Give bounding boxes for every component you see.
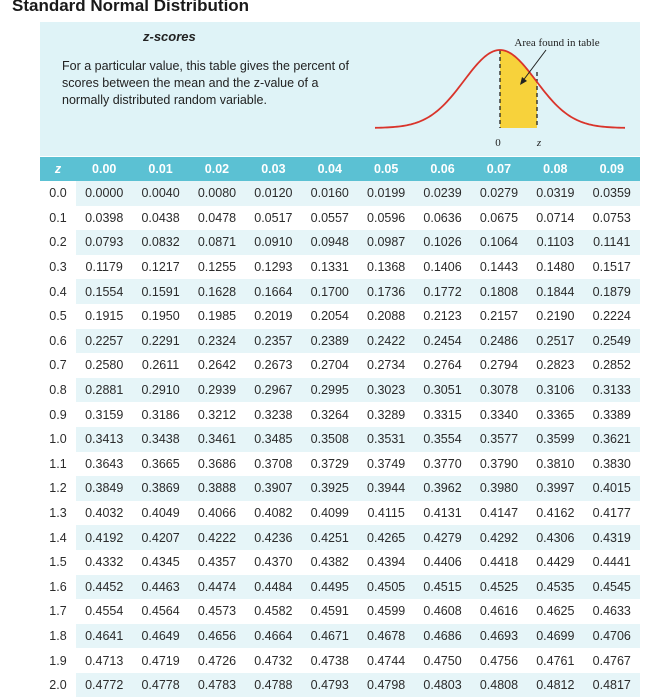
info-box <box>40 22 640 156</box>
table-cell: 0.4699 <box>527 624 583 649</box>
table-cell: 0.4394 <box>358 550 414 575</box>
table-row <box>40 648 640 673</box>
table-cell: 0.2794 <box>471 353 527 378</box>
table-cell: 0.3264 <box>302 402 358 427</box>
table-cell: 0.4370 <box>245 550 301 575</box>
table-cell: 0.3577 <box>471 427 527 452</box>
table-cell: 0.1591 <box>132 279 188 304</box>
table-cell: 0.4608 <box>414 599 470 624</box>
table-cell: 0.4484 <box>245 575 301 600</box>
table-cell: 0.4319 <box>584 525 640 550</box>
table-cell: 0.4625 <box>527 599 583 624</box>
table-cell: 0.4664 <box>245 624 301 649</box>
row-z-value: 1.8 <box>40 624 76 649</box>
table-cell: 0.0279 <box>471 181 527 206</box>
header-z: z <box>40 157 76 181</box>
table-cell: 0.0753 <box>584 206 640 231</box>
table-cell: 0.4147 <box>471 501 527 526</box>
row-z-value: 0.4 <box>40 279 76 304</box>
table-row <box>40 624 640 649</box>
table-cell: 0.4099 <box>302 501 358 526</box>
table-cell: 0.3212 <box>189 402 245 427</box>
shaded-area <box>500 50 537 128</box>
table-cell: 0.3023 <box>358 378 414 403</box>
table-cell: 0.4761 <box>527 648 583 673</box>
table-cell: 0.2734 <box>358 353 414 378</box>
table-cell: 0.0517 <box>245 206 301 231</box>
table-cell: 0.4732 <box>245 648 301 673</box>
table-cell: 0.3997 <box>527 476 583 501</box>
table-cell: 0.0398 <box>76 206 132 231</box>
table-row <box>40 673 640 698</box>
table-cell: 0.3340 <box>471 402 527 427</box>
table-cell: 0.0793 <box>76 230 132 255</box>
table-cell: 0.4554 <box>76 599 132 624</box>
row-z-value: 0.1 <box>40 206 76 231</box>
table-cell: 0.2823 <box>527 353 583 378</box>
table-cell: 0.4599 <box>358 599 414 624</box>
table-cell: 0.0832 <box>132 230 188 255</box>
table-cell: 0.3980 <box>471 476 527 501</box>
table-cell: 0.2852 <box>584 353 640 378</box>
axis-label-zero: 0 <box>495 137 501 149</box>
table-cell: 0.4525 <box>471 575 527 600</box>
table-cell: 0.3106 <box>527 378 583 403</box>
table-cell: 0.2054 <box>302 304 358 329</box>
table-cell: 0.2995 <box>302 378 358 403</box>
table-cell: 0.4817 <box>584 673 640 698</box>
table-cell: 0.4767 <box>584 648 640 673</box>
table-cell: 0.1517 <box>584 255 640 280</box>
table-cell: 0.4222 <box>189 525 245 550</box>
table-cell: 0.3599 <box>527 427 583 452</box>
table-cell: 0.3810 <box>527 452 583 477</box>
table-cell: 0.4382 <box>302 550 358 575</box>
table-cell: 0.4803 <box>414 673 470 698</box>
table-cell: 0.3708 <box>245 452 301 477</box>
table-cell: 0.3051 <box>414 378 470 403</box>
table-cell: 0.3461 <box>189 427 245 452</box>
table-row <box>40 181 640 206</box>
row-z-value: 0.5 <box>40 304 76 329</box>
table-cell: 0.4616 <box>471 599 527 624</box>
table-cell: 0.2764 <box>414 353 470 378</box>
table-row <box>40 599 640 624</box>
table-cell: 0.2389 <box>302 329 358 354</box>
table-cell: 0.0871 <box>189 230 245 255</box>
table-cell: 0.2704 <box>302 353 358 378</box>
table-cell: 0.2673 <box>245 353 301 378</box>
table-cell: 0.0596 <box>358 206 414 231</box>
table-cell: 0.3485 <box>245 427 301 452</box>
table-cell: 0.4345 <box>132 550 188 575</box>
table-cell: 0.4582 <box>245 599 301 624</box>
table-cell: 0.4032 <box>76 501 132 526</box>
row-z-value: 0.7 <box>40 353 76 378</box>
header-col: 0.07 <box>471 157 527 181</box>
table-cell: 0.2088 <box>358 304 414 329</box>
table-cell: 0.1368 <box>358 255 414 280</box>
table-row <box>40 279 640 304</box>
table-cell: 0.3289 <box>358 402 414 427</box>
table-cell: 0.3770 <box>414 452 470 477</box>
table-cell: 0.0438 <box>132 206 188 231</box>
table-cell: 0.1808 <box>471 279 527 304</box>
row-z-value: 0.0 <box>40 181 76 206</box>
table-row <box>40 575 640 600</box>
table-cell: 0.1554 <box>76 279 132 304</box>
table-cell: 0.2357 <box>245 329 301 354</box>
table-cell: 0.4713 <box>76 648 132 673</box>
row-z-value: 0.6 <box>40 329 76 354</box>
table-row <box>40 353 640 378</box>
table-cell: 0.0040 <box>132 181 188 206</box>
table-row <box>40 501 640 526</box>
table-cell: 0.2422 <box>358 329 414 354</box>
table-cell: 0.1736 <box>358 279 414 304</box>
table-cell: 0.3729 <box>302 452 358 477</box>
table-cell: 0.4429 <box>527 550 583 575</box>
table-cell: 0.0636 <box>414 206 470 231</box>
row-z-value: 0.2 <box>40 230 76 255</box>
table-cell: 0.3078 <box>471 378 527 403</box>
table-cell: 0.2939 <box>189 378 245 403</box>
table-cell: 0.0000 <box>76 181 132 206</box>
table-cell: 0.1179 <box>76 255 132 280</box>
z-table <box>40 157 640 697</box>
table-cell: 0.4279 <box>414 525 470 550</box>
table-cell: 0.1844 <box>527 279 583 304</box>
table-cell: 0.4706 <box>584 624 640 649</box>
table-cell: 0.1103 <box>527 230 583 255</box>
header-col: 0.04 <box>302 157 358 181</box>
table-cell: 0.4463 <box>132 575 188 600</box>
row-z-value: 1.5 <box>40 550 76 575</box>
table-cell: 0.1628 <box>189 279 245 304</box>
table-cell: 0.4474 <box>189 575 245 600</box>
table-row <box>40 550 640 575</box>
table-cell: 0.4750 <box>414 648 470 673</box>
table-cell: 0.3186 <box>132 402 188 427</box>
table-cell: 0.0359 <box>584 181 640 206</box>
table-cell: 0.4292 <box>471 525 527 550</box>
table-row <box>40 255 640 280</box>
table-row <box>40 304 640 329</box>
table-row <box>40 476 640 501</box>
axis-label-z: z <box>536 137 542 149</box>
table-row <box>40 402 640 427</box>
table-cell: 0.3686 <box>189 452 245 477</box>
table-cell: 0.2190 <box>527 304 583 329</box>
table-cell: 0.3365 <box>527 402 583 427</box>
row-z-value: 0.8 <box>40 378 76 403</box>
table-cell: 0.2224 <box>584 304 640 329</box>
table-cell: 0.3888 <box>189 476 245 501</box>
table-cell: 0.3438 <box>132 427 188 452</box>
table-cell: 0.4236 <box>245 525 301 550</box>
table-cell: 0.3508 <box>302 427 358 452</box>
table-cell: 0.0987 <box>358 230 414 255</box>
table-cell: 0.4066 <box>189 501 245 526</box>
table-cell: 0.2257 <box>76 329 132 354</box>
table-cell: 0.4357 <box>189 550 245 575</box>
table-cell: 0.3830 <box>584 452 640 477</box>
table-cell: 0.0319 <box>527 181 583 206</box>
table-cell: 0.0910 <box>245 230 301 255</box>
table-cell: 0.4049 <box>132 501 188 526</box>
table-cell: 0.1950 <box>132 304 188 329</box>
table-cell: 0.4649 <box>132 624 188 649</box>
table-cell: 0.1141 <box>584 230 640 255</box>
table-cell: 0.4207 <box>132 525 188 550</box>
table-cell: 0.4545 <box>584 575 640 600</box>
table-cell: 0.4719 <box>132 648 188 673</box>
table-cell: 0.3790 <box>471 452 527 477</box>
table-cell: 0.4693 <box>471 624 527 649</box>
table-cell: 0.1985 <box>189 304 245 329</box>
table-cell: 0.2580 <box>76 353 132 378</box>
table-cell: 0.3413 <box>76 427 132 452</box>
table-cell: 0.0948 <box>302 230 358 255</box>
table-cell: 0.1915 <box>76 304 132 329</box>
table-cell: 0.4265 <box>358 525 414 550</box>
table-cell: 0.0199 <box>358 181 414 206</box>
table-cell: 0.4656 <box>189 624 245 649</box>
table-row <box>40 230 640 255</box>
table-cell: 0.2517 <box>527 329 583 354</box>
table-cell: 0.4495 <box>302 575 358 600</box>
table-cell: 0.4633 <box>584 599 640 624</box>
row-z-value: 1.0 <box>40 427 76 452</box>
table-cell: 0.4678 <box>358 624 414 649</box>
table-cell: 0.0160 <box>302 181 358 206</box>
table-cell: 0.2910 <box>132 378 188 403</box>
table-cell: 0.3665 <box>132 452 188 477</box>
table-cell: 0.0478 <box>189 206 245 231</box>
page-title: Standard Normal Distribution <box>12 0 250 15</box>
table-cell: 0.1293 <box>245 255 301 280</box>
header-col: 0.00 <box>76 157 132 181</box>
table-cell: 0.1331 <box>302 255 358 280</box>
row-z-value: 1.2 <box>40 476 76 501</box>
table-cell: 0.4015 <box>584 476 640 501</box>
table-cell: 0.1879 <box>584 279 640 304</box>
header-col: 0.02 <box>189 157 245 181</box>
table-cell: 0.4686 <box>414 624 470 649</box>
table-cell: 0.4756 <box>471 648 527 673</box>
table-cell: 0.4788 <box>245 673 301 698</box>
table-cell: 0.3389 <box>584 402 640 427</box>
table-cell: 0.1664 <box>245 279 301 304</box>
table-cell: 0.2549 <box>584 329 640 354</box>
table-cell: 0.4418 <box>471 550 527 575</box>
table-cell: 0.4726 <box>189 648 245 673</box>
table-cell: 0.3621 <box>584 427 640 452</box>
table-cell: 0.4573 <box>189 599 245 624</box>
table-cell: 0.4744 <box>358 648 414 673</box>
header-col: 0.05 <box>358 157 414 181</box>
table-cell: 0.4812 <box>527 673 583 698</box>
table-cell: 0.0120 <box>245 181 301 206</box>
table-row <box>40 378 640 403</box>
table-cell: 0.1443 <box>471 255 527 280</box>
area-annotation: Area found in table <box>514 37 600 49</box>
box-description: For a particular value, this table gives the percent of scores between the mean and the z-value of a normally distributed random variable. <box>62 59 349 107</box>
table-cell: 0.4738 <box>302 648 358 673</box>
table-cell: 0.1217 <box>132 255 188 280</box>
table-cell: 0.1480 <box>527 255 583 280</box>
table-cell: 0.3749 <box>358 452 414 477</box>
table-cell: 0.4564 <box>132 599 188 624</box>
table-cell: 0.3869 <box>132 476 188 501</box>
table-cell: 0.2123 <box>414 304 470 329</box>
table-cell: 0.2486 <box>471 329 527 354</box>
table-cell: 0.3849 <box>76 476 132 501</box>
table-cell: 0.3907 <box>245 476 301 501</box>
table-cell: 0.1772 <box>414 279 470 304</box>
table-cell: 0.4131 <box>414 501 470 526</box>
table-cell: 0.4177 <box>584 501 640 526</box>
table-cell: 0.4406 <box>414 550 470 575</box>
row-z-value: 1.3 <box>40 501 76 526</box>
table-cell: 0.4162 <box>527 501 583 526</box>
table-cell: 0.2019 <box>245 304 301 329</box>
header-col: 0.03 <box>245 157 301 181</box>
table-row <box>40 525 640 550</box>
table-row <box>40 206 640 231</box>
table-cell: 0.4192 <box>76 525 132 550</box>
table-cell: 0.1064 <box>471 230 527 255</box>
table-cell: 0.4808 <box>471 673 527 698</box>
table-cell: 0.3159 <box>76 402 132 427</box>
row-z-value: 1.4 <box>40 525 76 550</box>
table-cell: 0.0080 <box>189 181 245 206</box>
row-z-value: 2.0 <box>40 673 76 698</box>
table-row <box>40 427 640 452</box>
table-cell: 0.0239 <box>414 181 470 206</box>
header-col: 0.06 <box>414 157 470 181</box>
header-col: 0.01 <box>132 157 188 181</box>
row-z-value: 1.9 <box>40 648 76 673</box>
row-z-value: 1.1 <box>40 452 76 477</box>
table-cell: 0.1026 <box>414 230 470 255</box>
table-cell: 0.3944 <box>358 476 414 501</box>
table-cell: 0.4798 <box>358 673 414 698</box>
table-cell: 0.0675 <box>471 206 527 231</box>
table-cell: 0.3133 <box>584 378 640 403</box>
table-cell: 0.3554 <box>414 427 470 452</box>
table-cell: 0.4778 <box>132 673 188 698</box>
table-cell: 0.2291 <box>132 329 188 354</box>
table-cell: 0.4452 <box>76 575 132 600</box>
table-cell: 0.2642 <box>189 353 245 378</box>
table-cell: 0.2157 <box>471 304 527 329</box>
table-row <box>40 329 640 354</box>
table-cell: 0.3643 <box>76 452 132 477</box>
table-cell: 0.4332 <box>76 550 132 575</box>
table-cell: 0.3531 <box>358 427 414 452</box>
row-z-value: 1.6 <box>40 575 76 600</box>
table-cell: 0.2967 <box>245 378 301 403</box>
normal-curve-figure <box>40 22 640 156</box>
table-cell: 0.4115 <box>358 501 414 526</box>
table-cell: 0.4535 <box>527 575 583 600</box>
table-cell: 0.1406 <box>414 255 470 280</box>
table-cell: 0.2454 <box>414 329 470 354</box>
box-heading: z-scores <box>143 29 196 44</box>
table-cell: 0.4082 <box>245 501 301 526</box>
table-row <box>40 452 640 477</box>
table-cell: 0.3925 <box>302 476 358 501</box>
row-z-value: 0.9 <box>40 402 76 427</box>
table-cell: 0.1255 <box>189 255 245 280</box>
table-cell: 0.0557 <box>302 206 358 231</box>
table-cell: 0.2324 <box>189 329 245 354</box>
table-cell: 0.4671 <box>302 624 358 649</box>
table-cell: 0.4783 <box>189 673 245 698</box>
table-cell: 0.4306 <box>527 525 583 550</box>
header-row <box>40 157 640 181</box>
table-cell: 0.1700 <box>302 279 358 304</box>
row-z-value: 1.7 <box>40 599 76 624</box>
table-cell: 0.3238 <box>245 402 301 427</box>
table-cell: 0.4772 <box>76 673 132 698</box>
table-cell: 0.4251 <box>302 525 358 550</box>
table-cell: 0.4515 <box>414 575 470 600</box>
table-cell: 0.4641 <box>76 624 132 649</box>
table-cell: 0.0714 <box>527 206 583 231</box>
table-cell: 0.4441 <box>584 550 640 575</box>
table-cell: 0.4591 <box>302 599 358 624</box>
table-cell: 0.2611 <box>132 353 188 378</box>
table-cell: 0.3962 <box>414 476 470 501</box>
header-col: 0.09 <box>584 157 640 181</box>
table-cell: 0.4505 <box>358 575 414 600</box>
table-cell: 0.4793 <box>302 673 358 698</box>
table-cell: 0.2881 <box>76 378 132 403</box>
header-col: 0.08 <box>527 157 583 181</box>
row-z-value: 0.3 <box>40 255 76 280</box>
table-cell: 0.3315 <box>414 402 470 427</box>
